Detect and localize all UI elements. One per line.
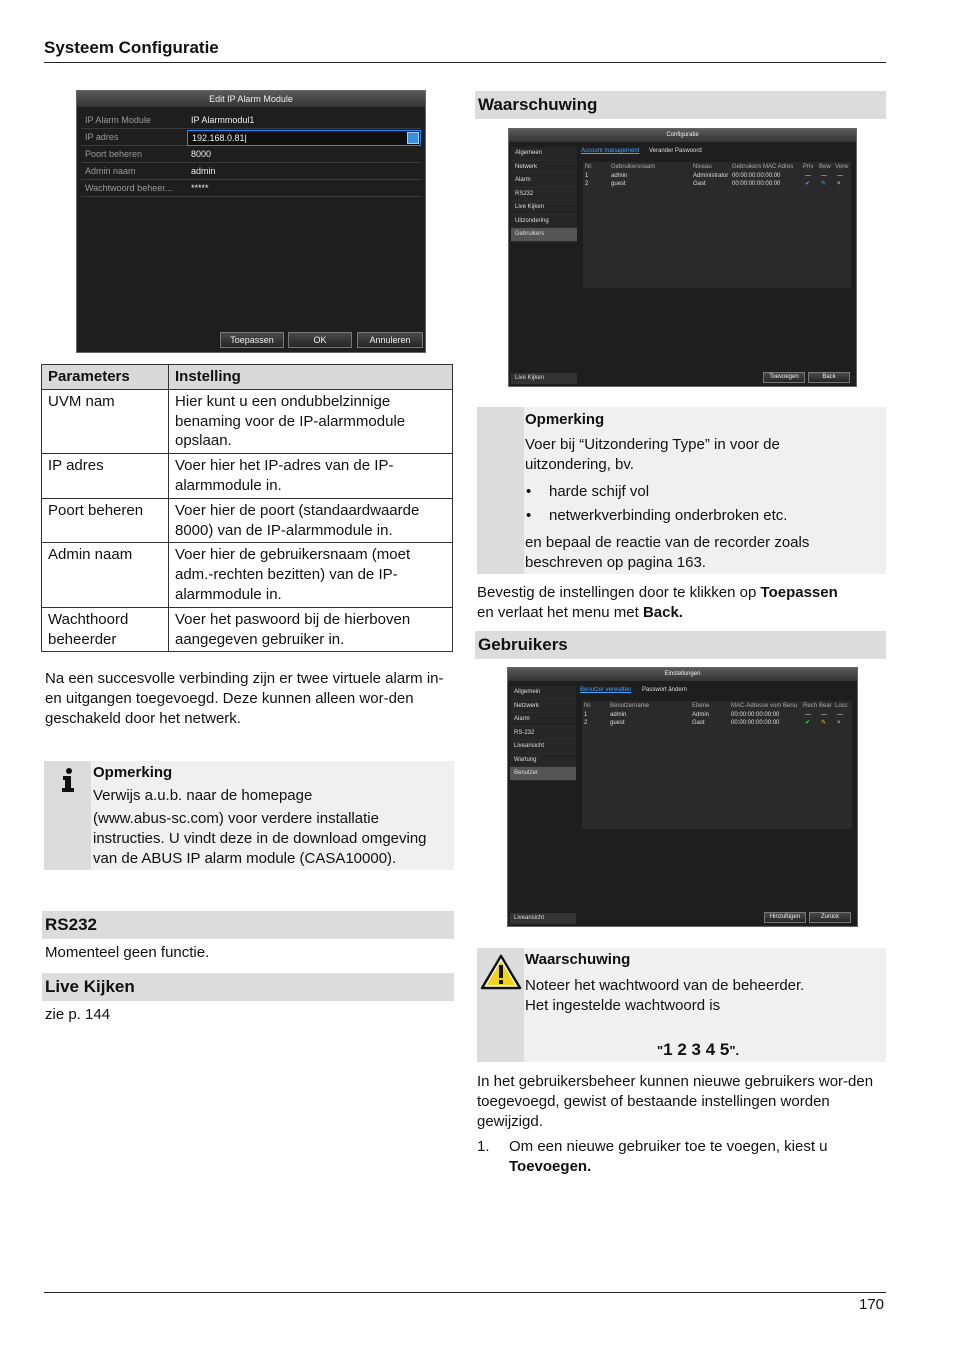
bold-term: Toepassen [760,584,838,601]
column-header: Rech [803,703,818,709]
table-row [42,454,453,499]
form-row [81,181,421,197]
footer-rule [44,1292,886,1293]
dialog-title: Einstellungen [508,668,857,681]
table-cell: Wachthoord beheerder [42,607,169,652]
warning-heading: Waarschuwing [475,91,886,119]
sidebar-item[interactable]: Algemeen [511,147,577,161]
user-table [583,162,851,288]
column-header: Priv [803,164,814,170]
port-field[interactable]: 8000 [191,149,212,159]
add-user-button[interactable]: Toevoegen [763,372,805,383]
table-cell[interactable]: admin [610,712,627,718]
note-gutter [477,407,524,574]
table-cell: 2 [584,720,588,726]
dialog-title: Configuratie [509,129,856,142]
table-cell: — [837,712,843,718]
warning-icon [480,954,522,990]
live-kijken-text: zie p. 144 [45,1006,111,1023]
note-box [477,407,886,574]
back-button[interactable]: Back [808,372,850,383]
table-cell: UVM nam [42,389,169,453]
table-cell: Voer hier de poort (standaardwaarde 8000) van de IP-alarmmodule in. [169,498,453,543]
table-cell: — [805,712,811,718]
quote-mark: ". [729,1043,740,1058]
table-cell: — [821,173,827,179]
sidebar-item[interactable]: Netzwerk [510,700,576,714]
table-row [42,498,453,543]
form-row [81,147,421,163]
keyboard-icon[interactable] [407,132,419,144]
tab-change-password[interactable]: Verander Paswoord [649,148,702,154]
sidebar-item[interactable]: Uitzondering [511,215,577,229]
sidebar-item[interactable]: Liveansicht [510,740,576,754]
permission-icon[interactable]: ✔ [805,720,811,726]
sidebar-item[interactable]: Live Kijken [511,201,577,215]
note-text: (www.abus-sc.com) voor verdere installatie instructies. U vindt deze in de download omgeving van de ABUS IP alarm module (CASA10000). [93,810,427,867]
bold-term: Toevoegen. [509,1157,592,1175]
sidebar-item[interactable]: Wartung [510,754,576,768]
warning-line: Noteer het wachtwoord van de beheerder. [525,977,805,994]
note-title: Opmerking [93,764,173,781]
ok-button[interactable]: OK [288,332,352,348]
sidebar-bottom-item[interactable]: Liveansicht [510,913,576,924]
sidebar-item[interactable]: Alarm [510,713,576,727]
table-cell: Gast [692,720,705,726]
admin-name-field[interactable]: admin [191,166,216,176]
table-cell: IP adres [42,454,169,499]
screenshot-configuratie [508,128,857,387]
table-cell: Voer hier de gebruikersnaam (moet adm.-rechten bezitten) van de IP-alarmmodule in. [169,543,453,607]
rs232-text: Momenteel geen functie. [45,944,210,961]
column-header: Bear [819,703,832,709]
note-intro: Voer bij “Uitzondering Type” in voor de uitzondering, bv. [525,436,780,473]
back-button[interactable]: Zurück [809,912,851,923]
field-label: Poort beheren [85,149,143,159]
table-cell: Poort beheren [42,498,169,543]
page-number: 170 [859,1296,885,1313]
cancel-button[interactable]: Annuleren [357,332,423,348]
info-icon [61,768,75,792]
table-cell: — [837,173,843,179]
note-line: Verwijs a.u.b. naar de homepage [93,787,313,804]
table-cell: Voer het paswoord bij de hierboven aangegeven gebruiker in. [169,607,453,652]
note-title: Opmerking [525,411,605,428]
screenshot-edit-ip-alarm-module [76,90,426,353]
password-field[interactable]: ***** [191,183,209,193]
sidebar-item[interactable]: Alarm [511,174,577,188]
edit-icon[interactable]: ✎ [821,720,827,726]
delete-icon[interactable]: × [837,181,841,187]
add-user-button[interactable]: Hinzufügen [764,912,806,923]
text-run: Bevestig de instellingen door te klikken op [477,584,761,601]
virtual-alarm-paragraph: Na een succesvolle verbinding zijn er twee virtuele alarm in- en uitgangen toegevoegd. Deze kunnen alleen wor-den geschakeld door het netwerk. [45,670,444,727]
table-cell[interactable]: admin [611,173,628,179]
sidebar-item[interactable]: RS-232 [510,727,576,741]
tab-account-management[interactable]: Account management [581,148,640,154]
field-label: IP Alarm Module [85,115,151,125]
page-title: Systeem Configuratie [44,38,219,57]
table-cell: 2 [585,181,589,187]
table-cell: — [805,173,811,179]
table-cell: 1 [584,712,588,718]
column-header: Gebruikersnaam [611,164,656,170]
password-value: 1 2 3 4 5 [663,1040,730,1059]
list-item: • harde schijf vol [524,482,874,502]
list-item: • netwerkverbinding onderbroken etc. [524,506,874,526]
sidebar-item[interactable]: Allgemein [510,686,576,700]
quote-mark: " [657,1043,664,1058]
dialog-title: Edit IP Alarm Module [77,91,425,107]
sidebar-item-benutzer[interactable]: Benutzer [510,767,576,781]
sidebar [510,686,576,781]
step-text [509,1137,887,1177]
table-row [42,607,453,652]
tab-manage-users[interactable]: Benutzer verwalten [580,687,632,693]
sidebar-item-gebruikers[interactable]: Gebruikers [511,228,577,242]
confirm-paragraph [477,583,887,623]
warning-title: Waarschuwing [525,951,631,968]
table-cell[interactable]: guest [611,181,626,187]
column-header: Verw [835,164,849,170]
warning-box [477,948,886,1062]
table-cell: — [821,712,827,718]
warning-line: Het ingestelde wachtwoord is [525,997,721,1014]
permission-icon[interactable]: ✔ [805,181,811,187]
step-number: 1. [477,1138,490,1155]
default-password [657,1039,739,1061]
note-outro: en bepaal de reactie van de recorder zoals beschreven op pagina 163. [525,534,810,571]
screenshot-einstellungen [507,667,858,927]
column-header: MAC-Adresse vom Benu [731,703,798,709]
live-kijken-heading: Live Kijken [42,973,454,1001]
table-cell: Hier kunt u een ondubbelzinnige benaming voor de IP-alarmmodule opslaan. [169,389,453,453]
column-header: Losc [835,703,848,709]
table-cell: Voer hier het IP-adres van de IP-alarmmodule in. [169,454,453,499]
ip-address-field[interactable]: 192.168.0.81| [187,130,421,146]
delete-icon[interactable]: × [837,720,841,726]
field-label: IP adres [85,132,119,142]
sidebar-bottom-item[interactable]: Live Kijken [511,373,577,384]
note-bullet-list [524,478,874,530]
module-name-field[interactable]: IP Alarmmodul1 [191,115,255,125]
sidebar [511,147,577,242]
column-header: Niveau [693,164,712,170]
table-cell: 00:00:00:00:00:00 [731,712,780,718]
bold-term: Back. [642,603,683,621]
header-rule [44,62,886,63]
column-header: Ebene [692,703,710,709]
sidebar-item[interactable]: RS232 [511,188,577,202]
text-run: Om een nieuwe gebruiker toe te voegen, kiest u [509,1138,828,1155]
table-cell: Administrator [693,173,729,179]
form-row [81,113,421,129]
users-paragraph: In het gebruikersbeheer kunnen nieuwe gebruikers wor-den toegevoegd, gewist of bestaande instellingen worden gewijzigd. [477,1073,874,1130]
column-header: Instelling [169,365,453,390]
table-row [42,389,453,453]
column-header: Benutzername [610,703,650,709]
tab-change-password[interactable]: Passwort ändern [642,687,688,693]
table-cell: Gast [693,181,706,187]
column-header: Gebruikers MAC Adres [732,164,794,170]
field-label: Admin naam [85,166,136,176]
table-cell: 00:00:00:00:00:00 [732,181,781,187]
table-cell: Admin naam [42,543,169,607]
field-label: Wachtwoord beheer... [85,183,173,193]
table-header-row [42,365,453,390]
rs232-heading: RS232 [42,911,454,939]
table-row [42,543,453,607]
form-row [81,164,421,180]
note-box [44,761,454,870]
parameter-table [41,364,453,652]
column-header: Nr. [585,164,593,170]
table-cell: 00:00:00:00:00:00 [732,173,781,179]
form-row [81,130,421,146]
users-heading: Gebruikers [475,631,886,659]
table-cell: 00:00:00:00:00:00 [731,720,780,726]
column-header: Parameters [42,365,169,390]
table-cell: Admin [692,712,710,718]
table-cell[interactable]: guest [610,720,625,726]
text-run: en verlaat het menu met [477,603,643,621]
table-cell: 1 [585,173,589,179]
sidebar-item[interactable]: Netwerk [511,161,577,175]
edit-icon[interactable]: ✎ [821,181,827,187]
apply-button[interactable]: Toepassen [220,332,284,348]
user-table [582,701,852,829]
column-header: Bew [819,164,831,170]
column-header: Nr. [584,703,592,709]
